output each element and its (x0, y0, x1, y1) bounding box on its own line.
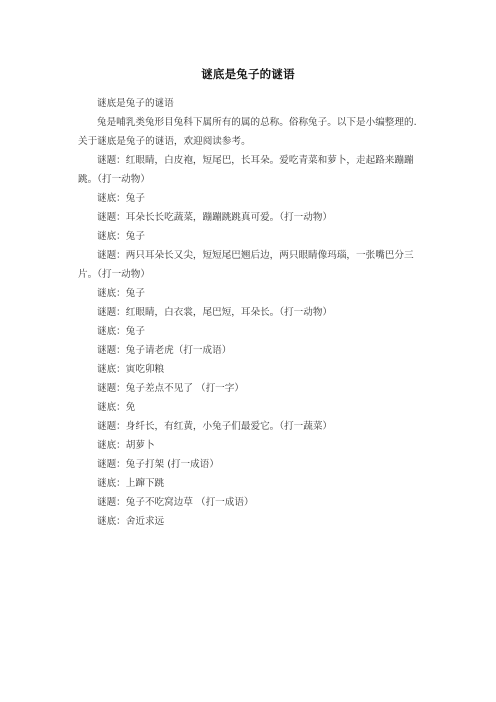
riddle-answer: 谜底：兔子 (97, 231, 145, 242)
riddle-question: 谜题：兔子打架 (打一成语） (97, 459, 219, 470)
riddle-answer: 谜底：免 (97, 402, 136, 413)
riddle-answer: 谜底：兔子 (97, 288, 145, 299)
riddle-question: 谜题：耳朵长长吃蔬菜，蹦蹦跳跳真可爱。（打一动物） (97, 212, 333, 223)
riddle-question: 谜题：兔子不吃窝边草 （打一成语） (97, 497, 254, 508)
paragraph-subtitle: 谜底是兔子的谜语 (97, 98, 174, 109)
riddle-answer: 谜底：兔子 (97, 326, 145, 337)
riddle-question: 谜题：红眼睛，白衣裳，尾巴短，耳朵长。（打一动物） (97, 307, 333, 318)
riddle-answer: 谜底：舍近求远 (97, 516, 165, 527)
document-title: 谜底是兔子的谜语 (201, 67, 295, 81)
riddle-question: 谜题：两只耳朵长又尖，短短尾巴翘后边，两只眼睛像玛瑙，一张嘴巴分三片。（打一动物） (78, 250, 414, 280)
riddle-answer: 谜底：胡萝卜 (97, 440, 155, 451)
riddle-answer: 谜底：寅吃卯粮 (97, 364, 165, 375)
riddle-answer: 谜底：兔子 (97, 193, 145, 204)
riddle-question: 谜题：兔子差点不见了 （打一字） (97, 383, 244, 394)
riddle-question: 谜题：兔子请老虎（打一成语） (97, 345, 232, 356)
document-body (78, 94, 418, 531)
riddle-question: 谜题：红眼睛，白皮袍，短尾巴，长耳朵。爱吃青菜和萝卜，走起路来蹦蹦跳。（打一动物） (78, 155, 414, 185)
riddle-question: 谜题：身纤长，有红黄，小兔子们最爱它。（打一蔬菜） (97, 421, 333, 432)
riddle-answer: 谜底：上蹿下跳 (97, 478, 165, 489)
paragraph-intro: 兔是哺乳类兔形目兔科下属所有的属的总称。俗称兔子。以下是小编整理的.关于谜底是兔子的谜语，欢迎阅读参考。 (78, 117, 417, 147)
